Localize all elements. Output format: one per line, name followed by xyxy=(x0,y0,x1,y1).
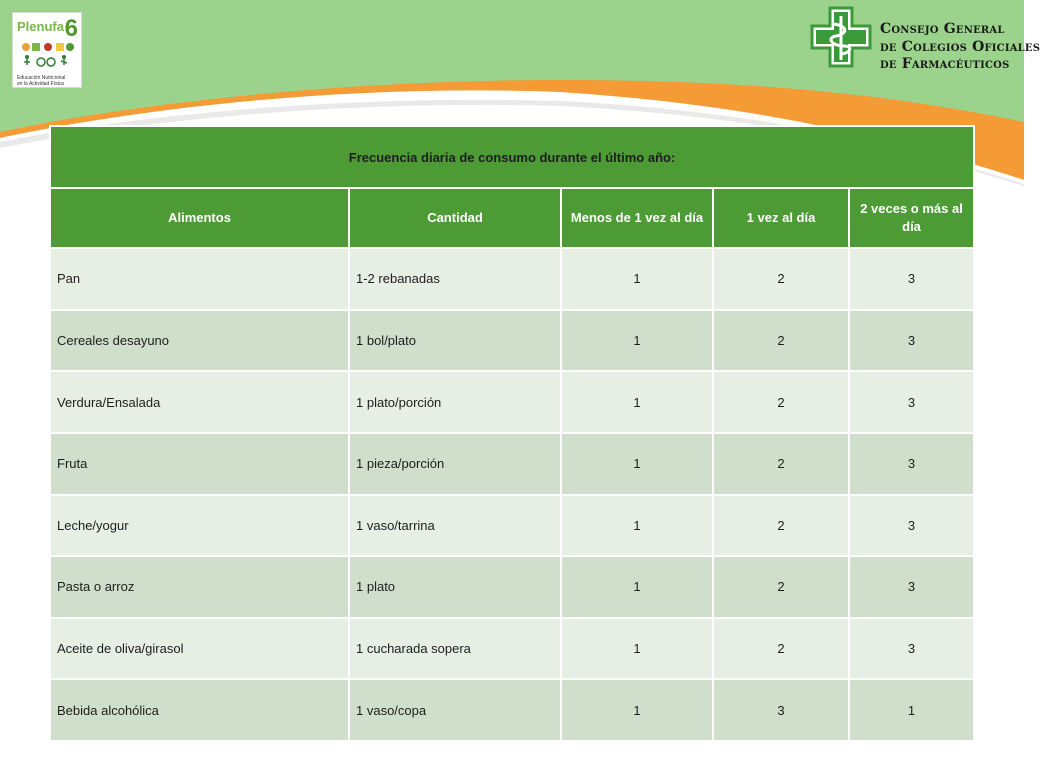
score-once-cell: 2 xyxy=(713,310,849,372)
cgcof-name-line2: de Colegios Oficiales xyxy=(880,39,1040,55)
quantity-cell: 1 plato/porción xyxy=(349,371,561,433)
score-less-than-once-cell: 1 xyxy=(561,433,713,495)
cgcof-logo xyxy=(808,4,1040,72)
table-row xyxy=(50,248,974,310)
table-row xyxy=(50,310,974,372)
cgcof-name-line1: Consejo General xyxy=(880,21,1005,37)
plenufa-caption-line1: Educación Nutricional xyxy=(17,75,66,81)
score-once-cell: 2 xyxy=(713,248,849,310)
food-cell: Aceite de oliva/girasol xyxy=(50,618,349,680)
score-less-than-once-cell: 1 xyxy=(561,556,713,618)
score-twice-or-more-cell: 3 xyxy=(849,618,974,680)
table-row xyxy=(50,556,974,618)
food-cell: Cereales desayuno xyxy=(50,310,349,372)
quantity-cell: 1 pieza/porción xyxy=(349,433,561,495)
quantity-cell: 1 vaso/tarrina xyxy=(349,495,561,557)
table-row xyxy=(50,433,974,495)
score-once-cell: 2 xyxy=(713,618,849,680)
score-once-cell: 2 xyxy=(713,371,849,433)
table-row xyxy=(50,371,974,433)
score-once-cell: 2 xyxy=(713,433,849,495)
plenufa-brand-number: 6 xyxy=(64,15,78,42)
quantity-cell: 1-2 rebanadas xyxy=(349,248,561,310)
table-row xyxy=(50,495,974,557)
quantity-cell: 1 bol/plato xyxy=(349,310,561,372)
score-once-cell: 2 xyxy=(713,556,849,618)
table-header-row xyxy=(50,188,974,248)
table-row xyxy=(50,618,974,680)
score-twice-or-more-cell: 3 xyxy=(849,310,974,372)
score-less-than-once-cell: 1 xyxy=(561,495,713,557)
table-row xyxy=(50,679,974,741)
activity-illustration-icon xyxy=(18,40,76,68)
column-header-1-vez: 1 vez al día xyxy=(713,188,849,248)
food-cell: Pan xyxy=(50,248,349,310)
column-header-menos-de-1-vez: Menos de 1 vez al día xyxy=(561,188,713,248)
score-less-than-once-cell: 1 xyxy=(561,248,713,310)
consumption-frequency-table xyxy=(49,125,975,742)
food-cell: Fruta xyxy=(50,433,349,495)
food-cell: Pasta o arroz xyxy=(50,556,349,618)
pharmacy-cross-icon xyxy=(810,6,872,68)
table-caption-row xyxy=(50,126,974,188)
food-cell: Bebida alcohólica xyxy=(50,679,349,741)
food-cell: Verdura/Ensalada xyxy=(50,371,349,433)
score-less-than-once-cell: 1 xyxy=(561,310,713,372)
score-less-than-once-cell: 1 xyxy=(561,679,713,741)
score-twice-or-more-cell: 3 xyxy=(849,556,974,618)
quantity-cell: 1 plato xyxy=(349,556,561,618)
score-twice-or-more-cell: 3 xyxy=(849,433,974,495)
food-cell: Leche/yogur xyxy=(50,495,349,557)
plenufa-caption-line2: en la Actividad Física xyxy=(17,81,64,87)
table-caption: Frecuencia diaria de consumo durante el último año: xyxy=(50,126,974,188)
cgcof-name-line3: de Farmacéuticos xyxy=(880,56,1010,72)
score-twice-or-more-cell: 3 xyxy=(849,495,974,557)
plenufa-logo xyxy=(12,12,82,88)
score-once-cell: 3 xyxy=(713,679,849,741)
score-twice-or-more-cell: 3 xyxy=(849,371,974,433)
score-once-cell: 2 xyxy=(713,495,849,557)
quantity-cell: 1 vaso/copa xyxy=(349,679,561,741)
score-twice-or-more-cell: 1 xyxy=(849,679,974,741)
score-less-than-once-cell: 1 xyxy=(561,371,713,433)
column-header-2-veces-o-mas: 2 veces o más al día xyxy=(849,188,974,248)
plenufa-brand: Plenufa xyxy=(17,19,64,34)
quantity-cell: 1 cucharada sopera xyxy=(349,618,561,680)
score-less-than-once-cell: 1 xyxy=(561,618,713,680)
column-header-cantidad: Cantidad xyxy=(349,188,561,248)
column-header-alimentos: Alimentos xyxy=(50,188,349,248)
score-twice-or-more-cell: 3 xyxy=(849,248,974,310)
